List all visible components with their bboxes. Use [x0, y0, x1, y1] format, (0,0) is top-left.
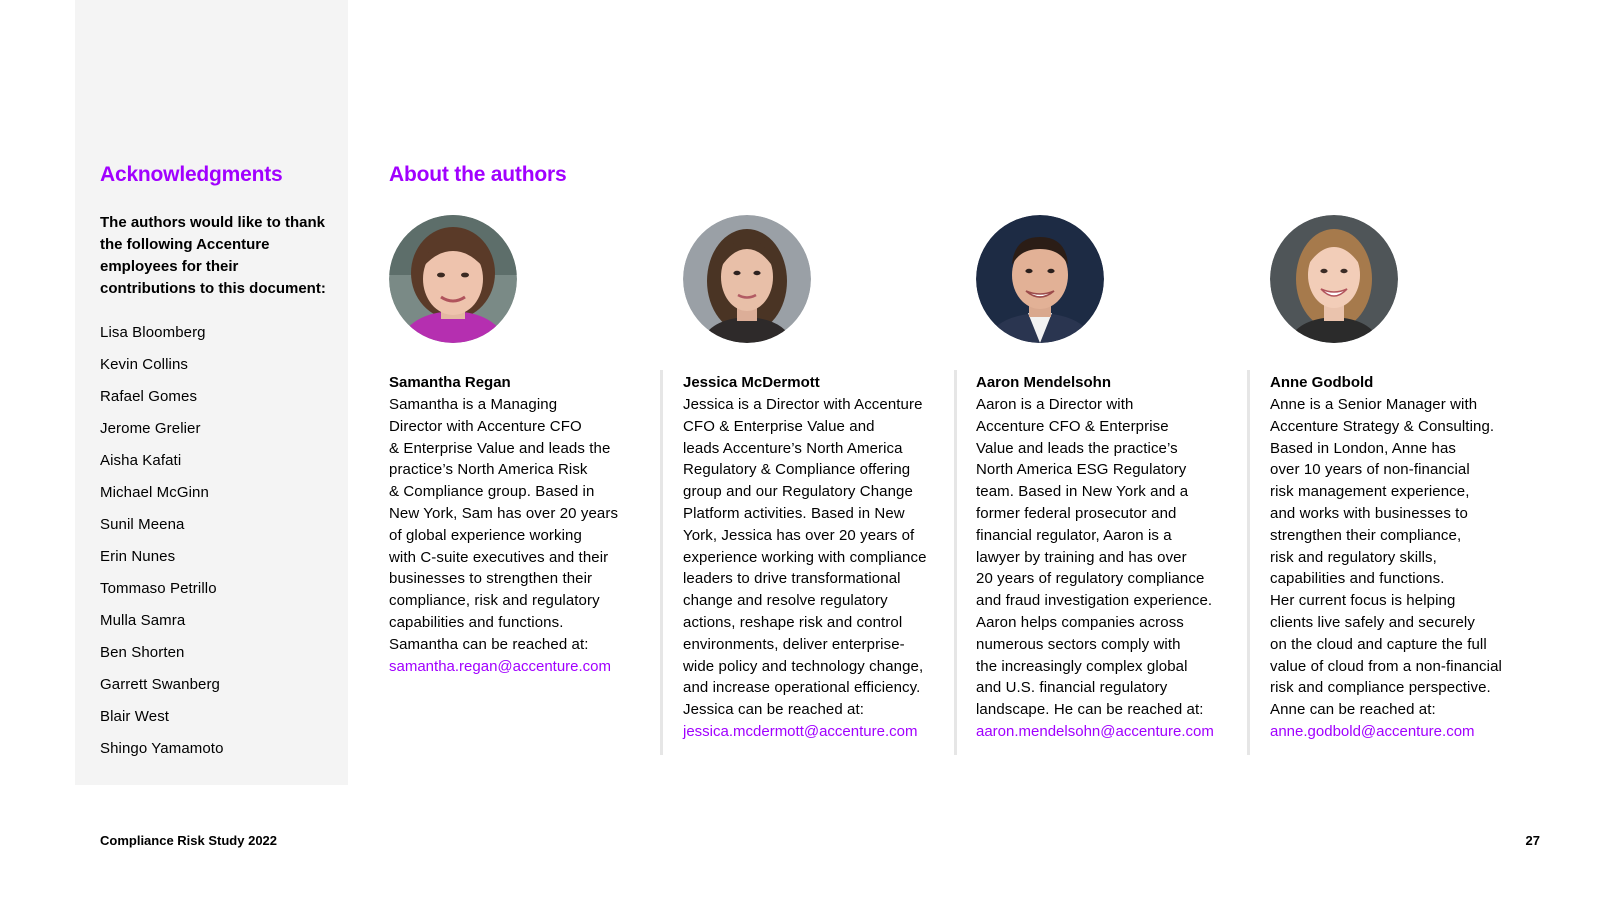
about-authors-heading: About the authors	[389, 163, 567, 186]
list-item: Blair West	[100, 708, 170, 725]
column-divider	[954, 370, 957, 755]
list-item: Sunil Meena	[100, 516, 185, 533]
author-name: Jessica McDermott	[683, 374, 820, 391]
page-number: 27	[1525, 833, 1540, 848]
column-divider	[660, 370, 663, 755]
author-photo-anne-godbold	[1270, 215, 1398, 343]
author-card-samantha-regan	[389, 215, 659, 678]
author-card-anne-godbold	[1270, 215, 1540, 743]
acknowledgments-intro: The authors would like to thank the following Accenture employees for their contributions to this document:	[100, 214, 326, 297]
list-item: Ben Shorten	[100, 644, 185, 661]
list-item: Erin Nunes	[100, 548, 176, 565]
list-item: Rafael Gomes	[100, 388, 198, 405]
author-name: Samantha Regan	[389, 374, 511, 391]
list-item: Michael McGinn	[100, 484, 209, 501]
author-name: Anne Godbold	[1270, 374, 1374, 391]
author-name: Aaron Mendelsohn	[976, 374, 1112, 391]
author-email-link[interactable]: aaron.mendelsohn@accenture.com	[976, 722, 1214, 740]
list-item: Jerome Grelier	[100, 420, 201, 437]
footer-document-title: Compliance Risk Study 2022	[100, 833, 278, 848]
author-bio: Anne is a Senior Manager with Accenture Strategy & Consulting. Based in London, Anne has over 10 years of non-financial risk management experience, and works with businesses to strengthen their compliance, risk and regulatory skills, capabilities and functions. Her current focus is helping clients live safely and securely on the cloud and capture the full value of cloud from a non-financial risk and compliance perspective. Anne can be reached at:	[1270, 396, 1502, 719]
author-bio: Aaron is a Director with Accenture CFO & Enterprise Value and leads the practice’s North America ESG Regulatory team. Based in New York and a former federal prosecutor and financial regulator, Aaron is a lawyer by training and has over 20 years of regulatory compliance and fraud investigation experience. Aaron helps companies across numerous sectors comply with the increasingly complex global and U.S. financial regulatory landscape. He can be reached at:	[976, 396, 1213, 719]
column-divider	[1247, 370, 1250, 755]
author-bio: Samantha is a Managing Director with Accenture CFO & Enterprise Value and leads the practice’s North America Risk & Compliance group. Based in New York, Sam has over 20 years of global experience working with C-suite executives and their businesses to strengthen their compliance, risk and regulatory capabilities and functions. Samantha can be reached at:	[389, 396, 619, 653]
author-photo-aaron-mendelsohn	[976, 215, 1104, 343]
author-photo-jessica-mcdermott	[683, 215, 811, 343]
author-email-link[interactable]: jessica.mcdermott@accenture.com	[683, 722, 918, 740]
list-item: Tommaso Petrillo	[100, 580, 217, 597]
list-item: Garrett Swanberg	[100, 676, 220, 693]
author-email-link[interactable]: samantha.regan@accenture.com	[389, 657, 612, 675]
author-photo-samantha-regan	[389, 215, 517, 343]
author-email-link[interactable]: anne.godbold@accenture.com	[1270, 722, 1475, 740]
list-item: Kevin Collins	[100, 356, 189, 373]
acknowledgments-name-list	[100, 323, 224, 771]
acknowledgments-heading: Acknowledgments	[100, 163, 283, 186]
list-item: Mulla Samra	[100, 612, 186, 629]
list-item: Shingo Yamamoto	[100, 740, 224, 757]
author-bio: Jessica is a Director with Accenture CFO & Enterprise Value and leads Accenture’s North America Regulatory & Compliance offering group and our Regulatory Change Platform activities. Based in New York, Jessica has over 20 years of experience working with compliance leaders to drive transformational change and resolve regulatory actions, reshape risk and control environments, deliver enterprise- wide policy and technology change, and increase operational efficiency. Jessica can be reached at:	[683, 396, 927, 719]
list-item: Aisha Kafati	[100, 452, 182, 469]
list-item: Lisa Bloomberg	[100, 324, 206, 341]
author-card-jessica-mcdermott	[683, 215, 953, 743]
author-card-aaron-mendelsohn	[976, 215, 1246, 743]
